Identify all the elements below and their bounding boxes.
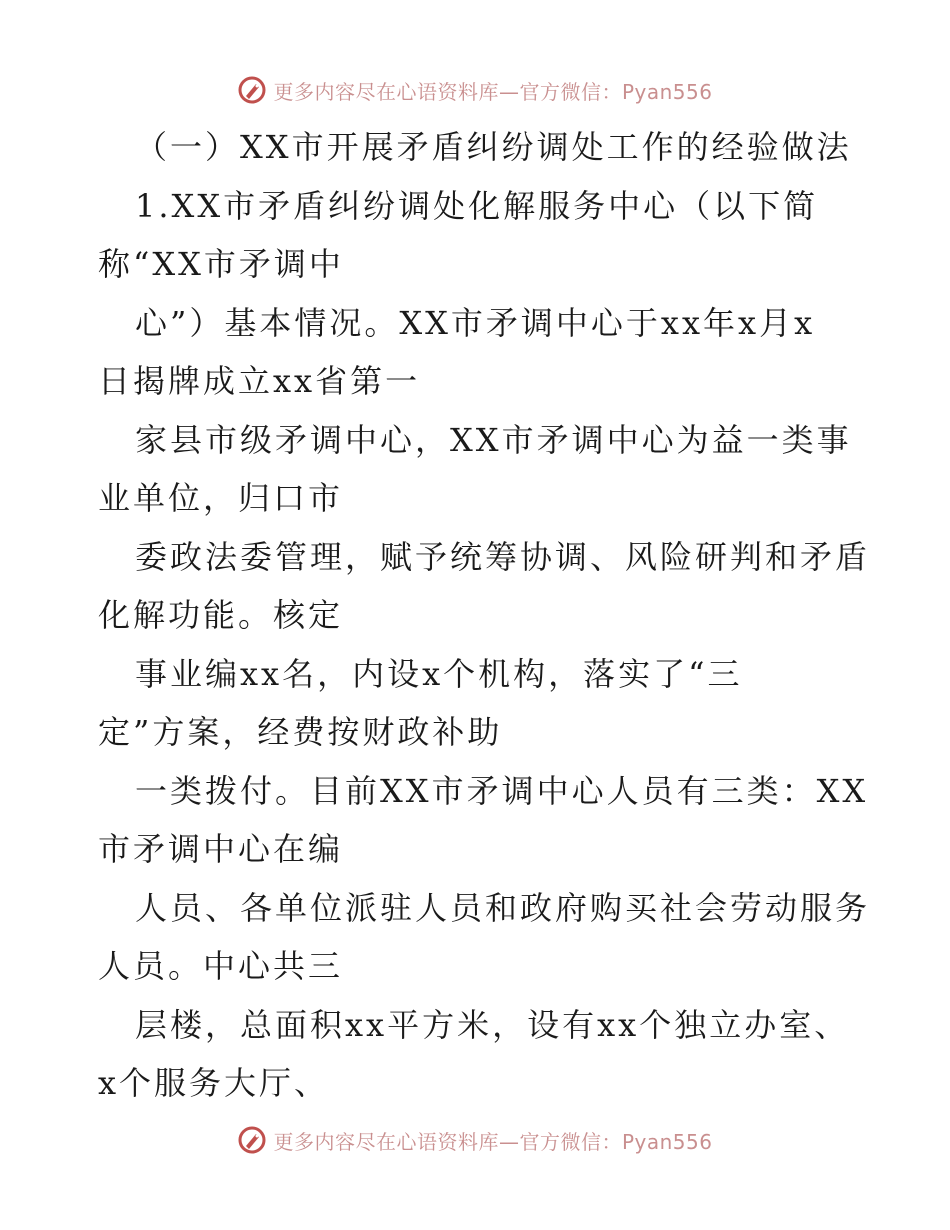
watermark-text: 更多内容尽在心语资料库—官方微信：Pyan556	[273, 79, 713, 104]
paragraph-line: 心”）基本情况。XX市矛调中心于xx年x月x	[135, 304, 816, 342]
pen-nib-icon	[237, 1125, 267, 1155]
paragraph-line: 业单位，归口市	[98, 479, 344, 517]
section-heading: （一）XX市开展矛盾纠纷调处工作的经验做法	[135, 128, 852, 166]
paragraph-line: 日揭牌成立xx省第一	[98, 362, 421, 400]
paragraph-line: 家县市级矛调中心，XX市矛调中心为益一类事	[135, 421, 852, 459]
paragraph-line: 1.XX市矛盾纠纷调处化解服务中心（以下简	[135, 187, 819, 225]
watermark-text: 更多内容尽在心语资料库—官方微信：Pyan556	[273, 1129, 713, 1154]
paragraph-line: 化解功能。核定	[98, 596, 344, 634]
footer-watermark	[0, 1120, 950, 1160]
header-watermark	[0, 70, 950, 110]
paragraph-line: 定”方案，经费按财政补助	[98, 713, 503, 751]
paragraph-line: 市矛调中心在编	[98, 830, 344, 868]
paragraph-line: 委政法委管理，赋予统筹协调、风险研判和矛盾	[135, 538, 871, 576]
paragraph-line: 称“XX市矛调中	[98, 245, 344, 283]
paragraph-line: 人员。中心共三	[98, 947, 344, 985]
paragraph-line: 层楼，总面积xx平方米，设有xx个独立办室、	[135, 1006, 850, 1044]
paragraph-line: 事业编xx名，内设x个机构，落实了“三	[135, 655, 743, 693]
paragraph-line: 一类拨付。目前XX市矛调中心人员有三类：XX	[135, 772, 869, 810]
paragraph-line: 人员、各单位派驻人员和政府购买社会劳动服务	[135, 889, 871, 927]
pen-nib-icon	[237, 75, 267, 105]
paragraph-line: x个服务大厅、	[98, 1064, 330, 1102]
